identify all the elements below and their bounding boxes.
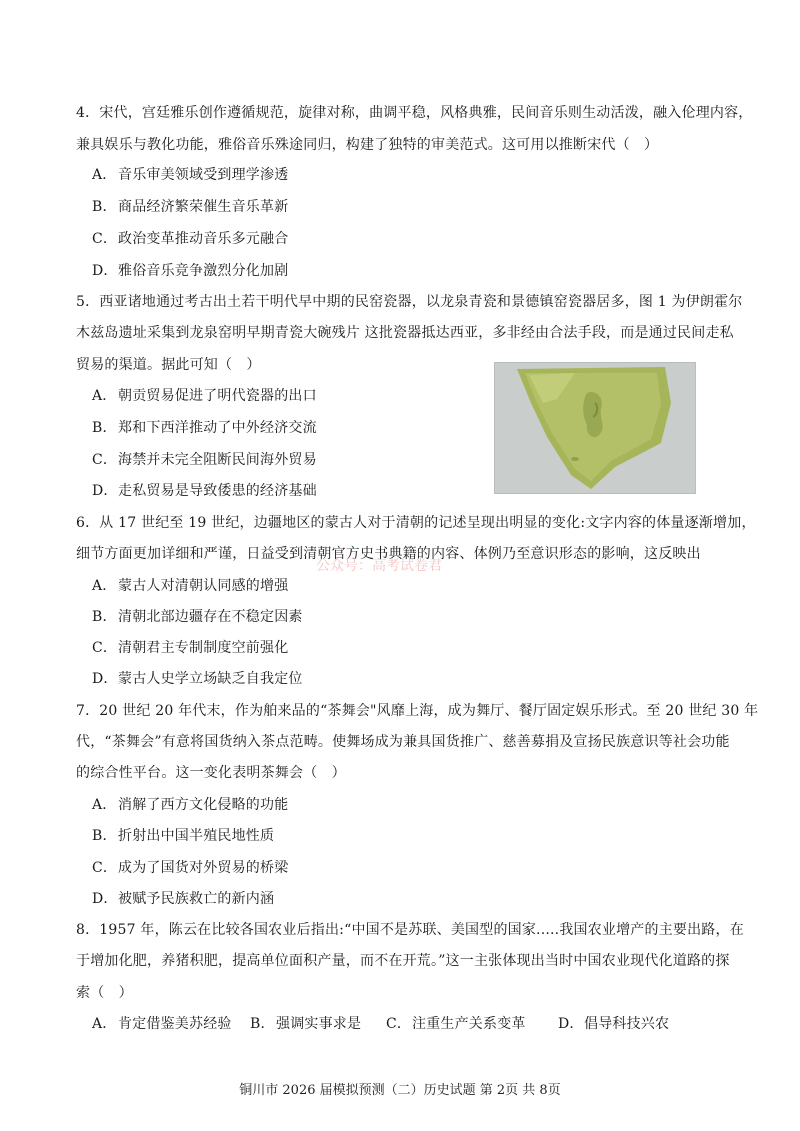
q4-option-a — [92, 165, 288, 185]
option-letter: A． — [92, 388, 117, 404]
option-letter: B． — [92, 420, 117, 436]
q6-option-d — [92, 669, 303, 689]
option-text: 蒙古人对清朝认同感的增强 — [118, 578, 289, 594]
option-text: 折射出中国半殖民地性质 — [118, 828, 275, 844]
option-text: 强调实事求是 — [276, 1016, 362, 1032]
q5-option-d — [92, 481, 317, 501]
option-letter: A． — [92, 1016, 117, 1032]
celadon-shard-photo — [494, 362, 696, 494]
q8-stem-line-1: 8．1957 年，陈云在比较各国农业后指出:“中国不是苏联、美国型的国家.....我国农业增产的主要出路，在 — [76, 922, 744, 938]
option-letter: A． — [92, 797, 117, 813]
option-letter: C． — [92, 860, 118, 876]
q6-option-c — [92, 638, 288, 658]
option-letter: D． — [92, 671, 118, 687]
option-text: 海禁并未完全阻断民间海外贸易 — [118, 452, 317, 468]
option-letter: A． — [92, 167, 117, 183]
q8-options-row — [92, 1014, 669, 1034]
q4-option-c — [92, 229, 288, 249]
option-letter: C． — [92, 231, 118, 247]
option-text: 倡导科技兴农 — [584, 1016, 670, 1032]
option-text: 肯定借鉴美苏经验 — [118, 1016, 232, 1032]
q8-option-c — [386, 1014, 558, 1034]
option-text: 清朝北部边疆存在不稳定因素 — [118, 609, 303, 625]
q7-option-c — [92, 858, 288, 878]
option-text: 被赋予民族救亡的新内涵 — [118, 891, 275, 907]
option-letter: D． — [92, 483, 118, 499]
q5-stem-line-3: 贸易的渠道。据此可知（ ） — [76, 357, 261, 373]
q7-stem-line-2: 代，“茶舞会”有意将国货纳入茶点范畴。使舞场成为兼具国货推广、慈善募捐及宣扬民族意识等社会功能 — [76, 734, 730, 750]
q7-stem-line-3: 的综合性平台。这一变化表明茶舞会（ ） — [76, 765, 346, 781]
celadon-shard-image — [495, 363, 695, 493]
q8-option-a — [92, 1014, 250, 1034]
option-letter: B． — [92, 828, 117, 844]
q7-option-a — [92, 795, 288, 815]
option-letter: C． — [92, 640, 118, 656]
option-letter: D． — [92, 263, 118, 279]
option-text: 音乐审美领域受到理学渗透 — [118, 167, 289, 183]
option-letter: B． — [92, 609, 117, 625]
option-text: 成为了国货对外贸易的桥梁 — [118, 860, 289, 876]
option-text: 消解了西方文化侵略的功能 — [118, 797, 289, 813]
q7-stem-line-1: 7．20 世纪 20 年代末，作为舶来品的“茶舞会"风靡上海，成为舞厅、餐厅固定娱乐形式。至 20 世纪 30 年 — [76, 703, 759, 719]
q6-stem-line-2: 细节方面更加详细和严谨，日益受到清朝官方史书典籍的内容、体例乃至意识形态的影响，这反映出 — [76, 546, 701, 562]
option-text: 注重生产关系变革 — [412, 1016, 526, 1032]
option-text: 朝贡贸易促进了明代瓷器的出口 — [118, 388, 317, 404]
option-letter: A． — [92, 578, 117, 594]
option-text: 雅俗音乐竞争激烈分化加剧 — [118, 263, 289, 279]
q4-stem-line-1: 4．宋代，宫廷雅乐创作遵循规范，旋律对称，曲调平稳，风格典雅，民间音乐则生动活泼，融入伦理内容， — [76, 105, 753, 121]
option-text: 清朝君主专制制度空前强化 — [118, 640, 289, 656]
option-letter: D． — [558, 1016, 584, 1032]
q8-option-d — [558, 1014, 669, 1034]
q8-option-b — [250, 1014, 386, 1034]
q4-stem-line-2: 兼具娱乐与教化功能，雅俗音乐殊途同归，构建了独特的审美范式。这可用以推断宋代（ ） — [76, 137, 659, 153]
q4-option-b — [92, 197, 288, 217]
q7-option-d — [92, 889, 274, 909]
q5-stem-line-2: 木兹岛遗址采集到龙泉窑明早期青瓷大碗残片 这批瓷器抵达西亚，多非经由合法手段，而是通过民间走私 — [76, 325, 734, 341]
q5-stem-line-1: 5．西亚诸地通过考古出土若干明代早中期的民窑瓷器，以龙泉青瓷和景德镇窑瓷器居多，图 1 为伊朗霍尔 — [76, 294, 743, 310]
q6-option-a — [92, 576, 288, 596]
q5-option-b — [92, 418, 317, 438]
q5-option-a — [92, 386, 317, 406]
watermark: 公众号：高考试卷君 — [316, 558, 442, 574]
option-text: 商品经济繁荣催生音乐革新 — [118, 199, 289, 215]
q8-stem-line-2: 于增加化肥，养猪积肥，提高单位面积产量，而不在开荒。”这一主张体现出当时中国农业现代化道路的探 — [76, 953, 730, 969]
option-text: 走私贸易是导致倭患的经济基础 — [118, 483, 317, 499]
option-text: 郑和下西洋推动了中外经济交流 — [118, 420, 317, 436]
option-letter: C． — [386, 1016, 412, 1032]
option-letter: B． — [92, 199, 117, 215]
option-letter: C． — [92, 452, 118, 468]
q6-option-b — [92, 607, 303, 627]
q4-option-d — [92, 261, 288, 281]
q6-stem-line-1: 6．从 17 世纪至 19 世纪，边疆地区的蒙古人对于清朝的记述呈现出明显的变化:文字内容的体量逐渐增加， — [76, 515, 756, 531]
option-letter: B． — [250, 1016, 275, 1032]
q7-option-b — [92, 826, 274, 846]
option-letter: D． — [92, 891, 118, 907]
q8-stem-line-3: 索（ ） — [76, 985, 133, 1001]
option-text: 蒙古人史学立场缺乏自我定位 — [118, 671, 303, 687]
option-text: 政治变革推动音乐多元融合 — [118, 231, 289, 247]
page-footer: 铜川市 2026 届模拟预测（二）历史试题 第 2页 共 8页 — [239, 1083, 561, 1098]
q5-option-c — [92, 450, 317, 470]
